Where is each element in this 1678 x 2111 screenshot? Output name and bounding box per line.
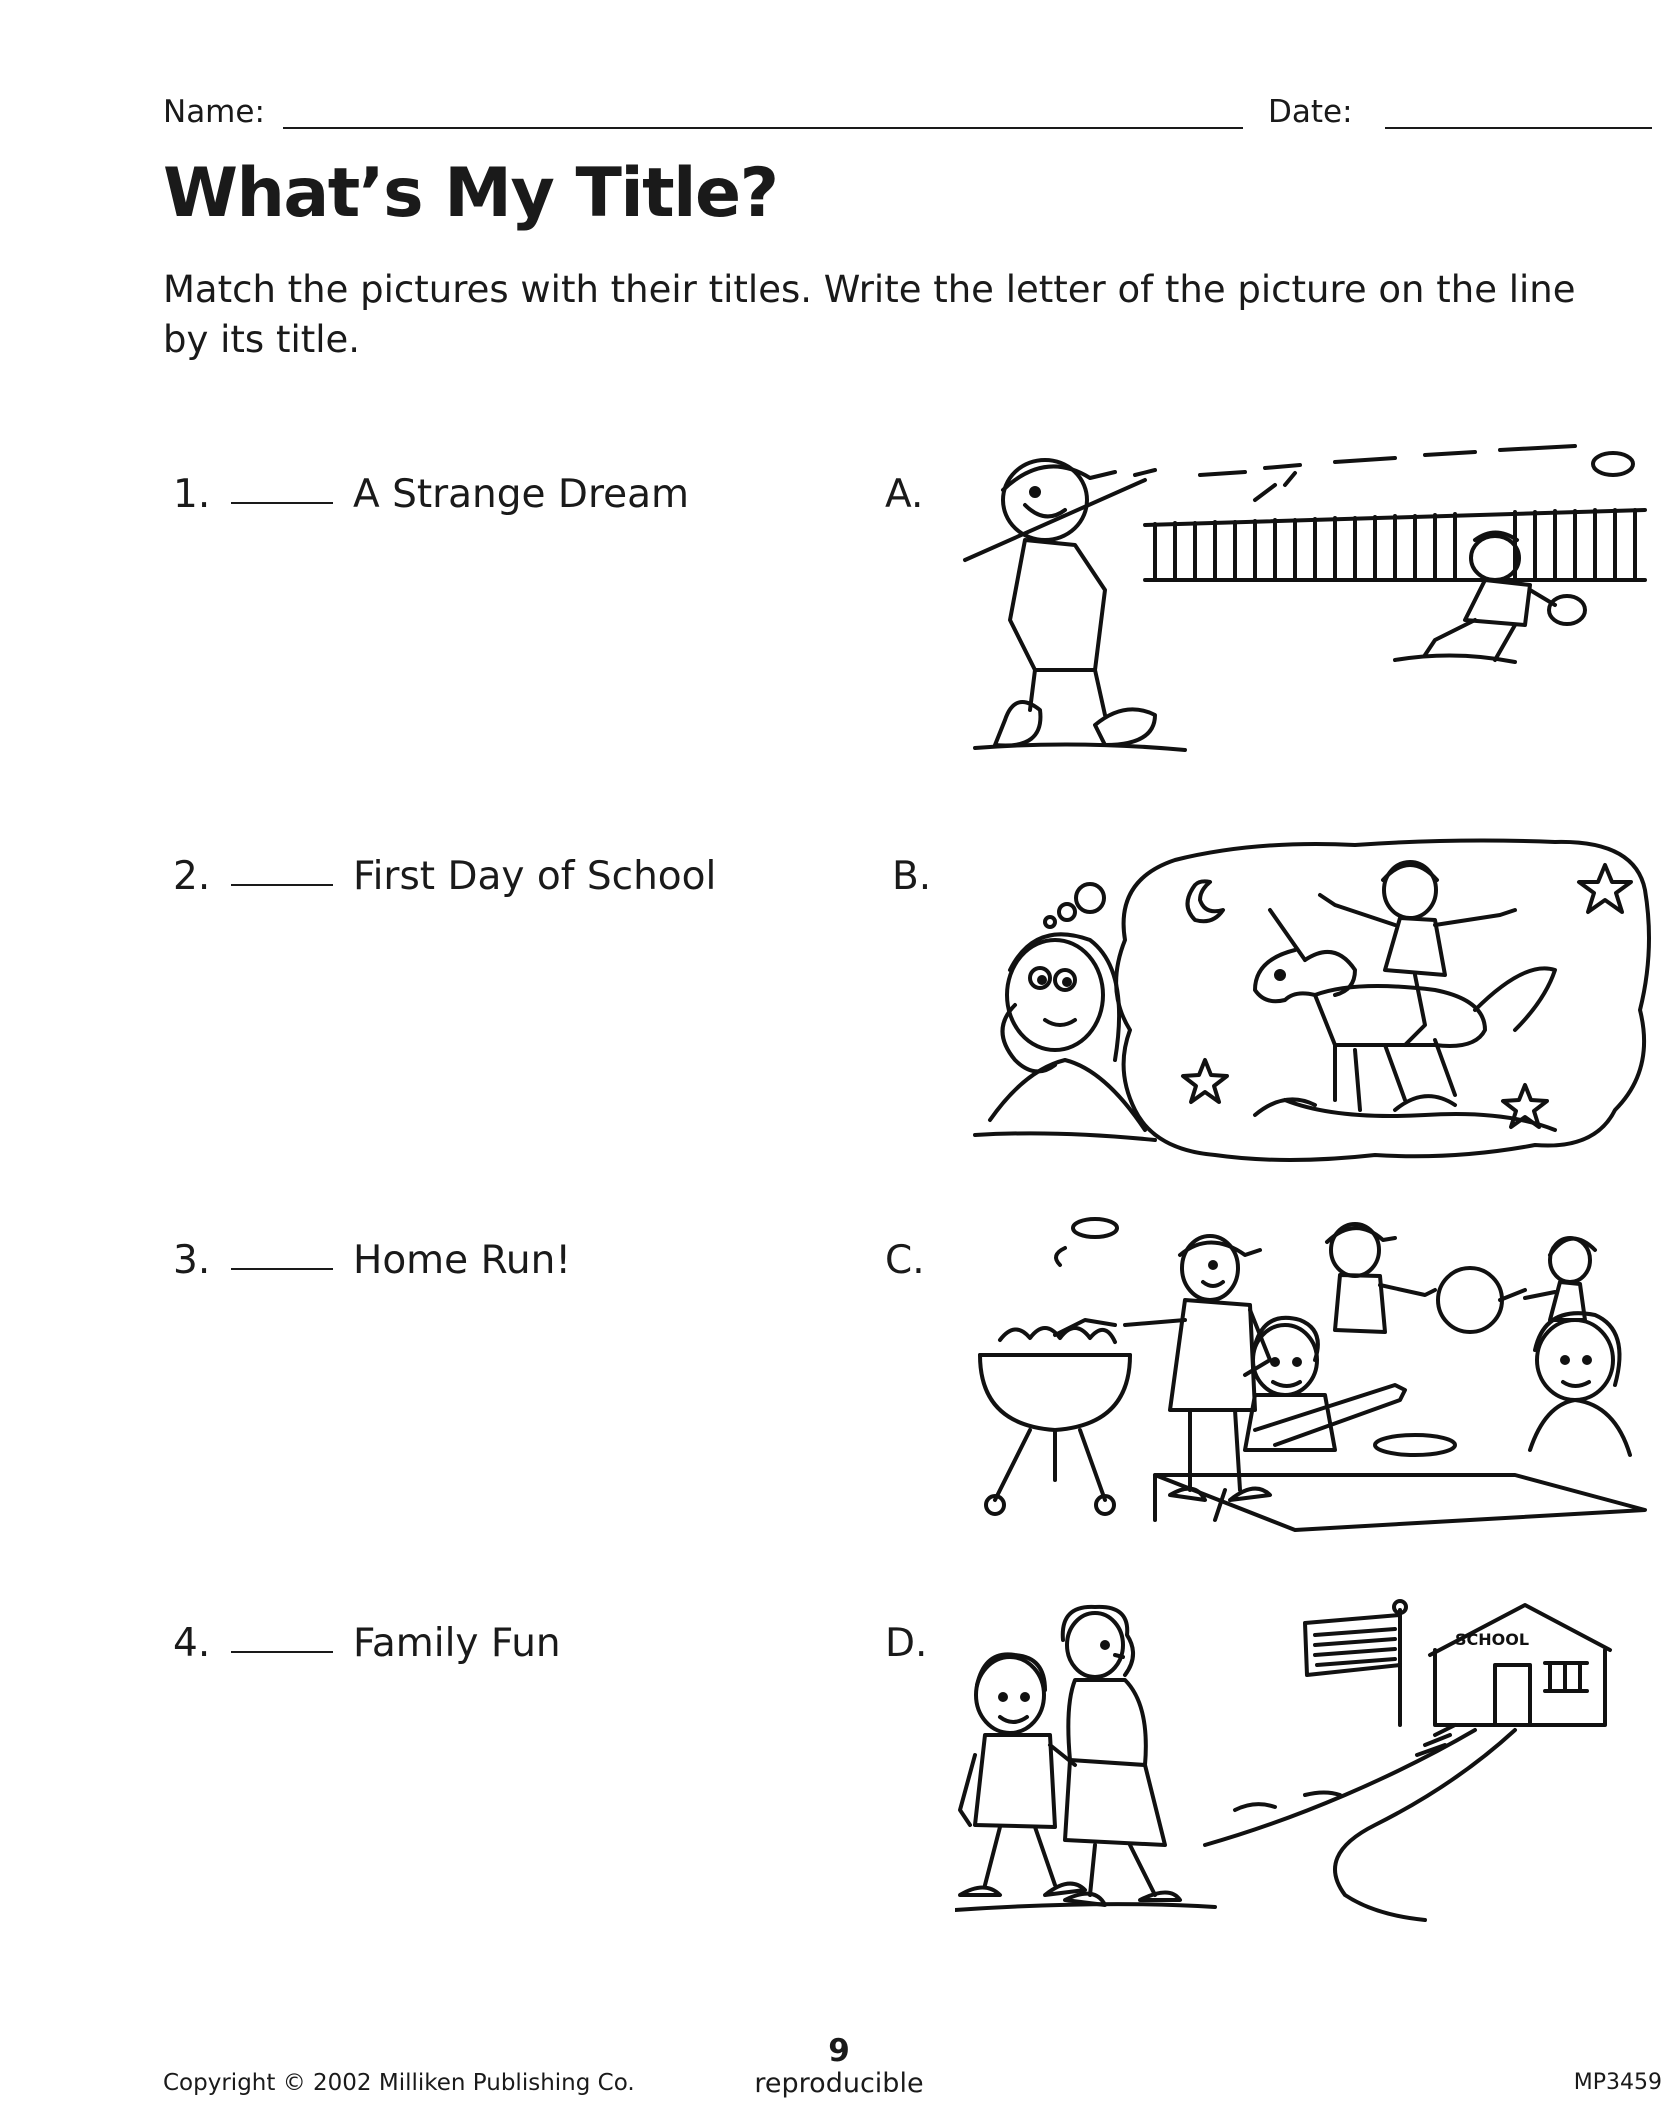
answer-blank-2[interactable] <box>231 884 333 886</box>
item-number: 4. <box>173 1621 211 1666</box>
picture-letter-b: B. <box>892 854 932 899</box>
item-title: First Day of School <box>353 854 717 899</box>
picture-b-dream <box>955 830 1655 1170</box>
title-item-2 <box>173 852 716 902</box>
title-item-3 <box>173 1236 571 1286</box>
product-code: MP3459 <box>1573 2070 1662 2095</box>
name-label: Name: <box>163 94 265 130</box>
item-title: Family Fun <box>353 1621 561 1666</box>
picture-letter-c: C. <box>885 1238 925 1283</box>
picture-d-school <box>955 1595 1655 1925</box>
picture-c-picnic <box>955 1210 1655 1550</box>
item-number: 3. <box>173 1238 211 1283</box>
school-sign: SCHOOL <box>1455 1630 1530 1649</box>
answer-blank-4[interactable] <box>231 1651 333 1653</box>
picture-a-baseball <box>955 440 1655 760</box>
picture-letter-d: D. <box>885 1621 928 1666</box>
header-fields <box>163 92 1653 132</box>
instructions: Match the pictures with their titles. Write the letter of the picture on the line by its title. <box>163 268 1576 361</box>
title-item-4 <box>173 1619 561 1669</box>
answer-blank-1[interactable] <box>231 502 333 504</box>
picture-letter-a: A. <box>885 472 924 517</box>
item-title: Home Run! <box>353 1238 571 1283</box>
worksheet-title: What’s My Title? <box>163 154 778 233</box>
item-title: A Strange Dream <box>353 472 690 517</box>
date-line[interactable] <box>1385 127 1652 129</box>
copyright: Copyright © 2002 Milliken Publishing Co. <box>163 2070 635 2096</box>
page-number: 9 <box>828 2033 850 2069</box>
date-label: Date: <box>1268 94 1353 130</box>
answer-blank-3[interactable] <box>231 1268 333 1270</box>
item-number: 2. <box>173 854 211 899</box>
name-line[interactable] <box>283 127 1243 129</box>
reproducible-label: reproducible <box>754 2068 924 2099</box>
title-item-1 <box>173 470 689 520</box>
item-number: 1. <box>173 472 211 517</box>
